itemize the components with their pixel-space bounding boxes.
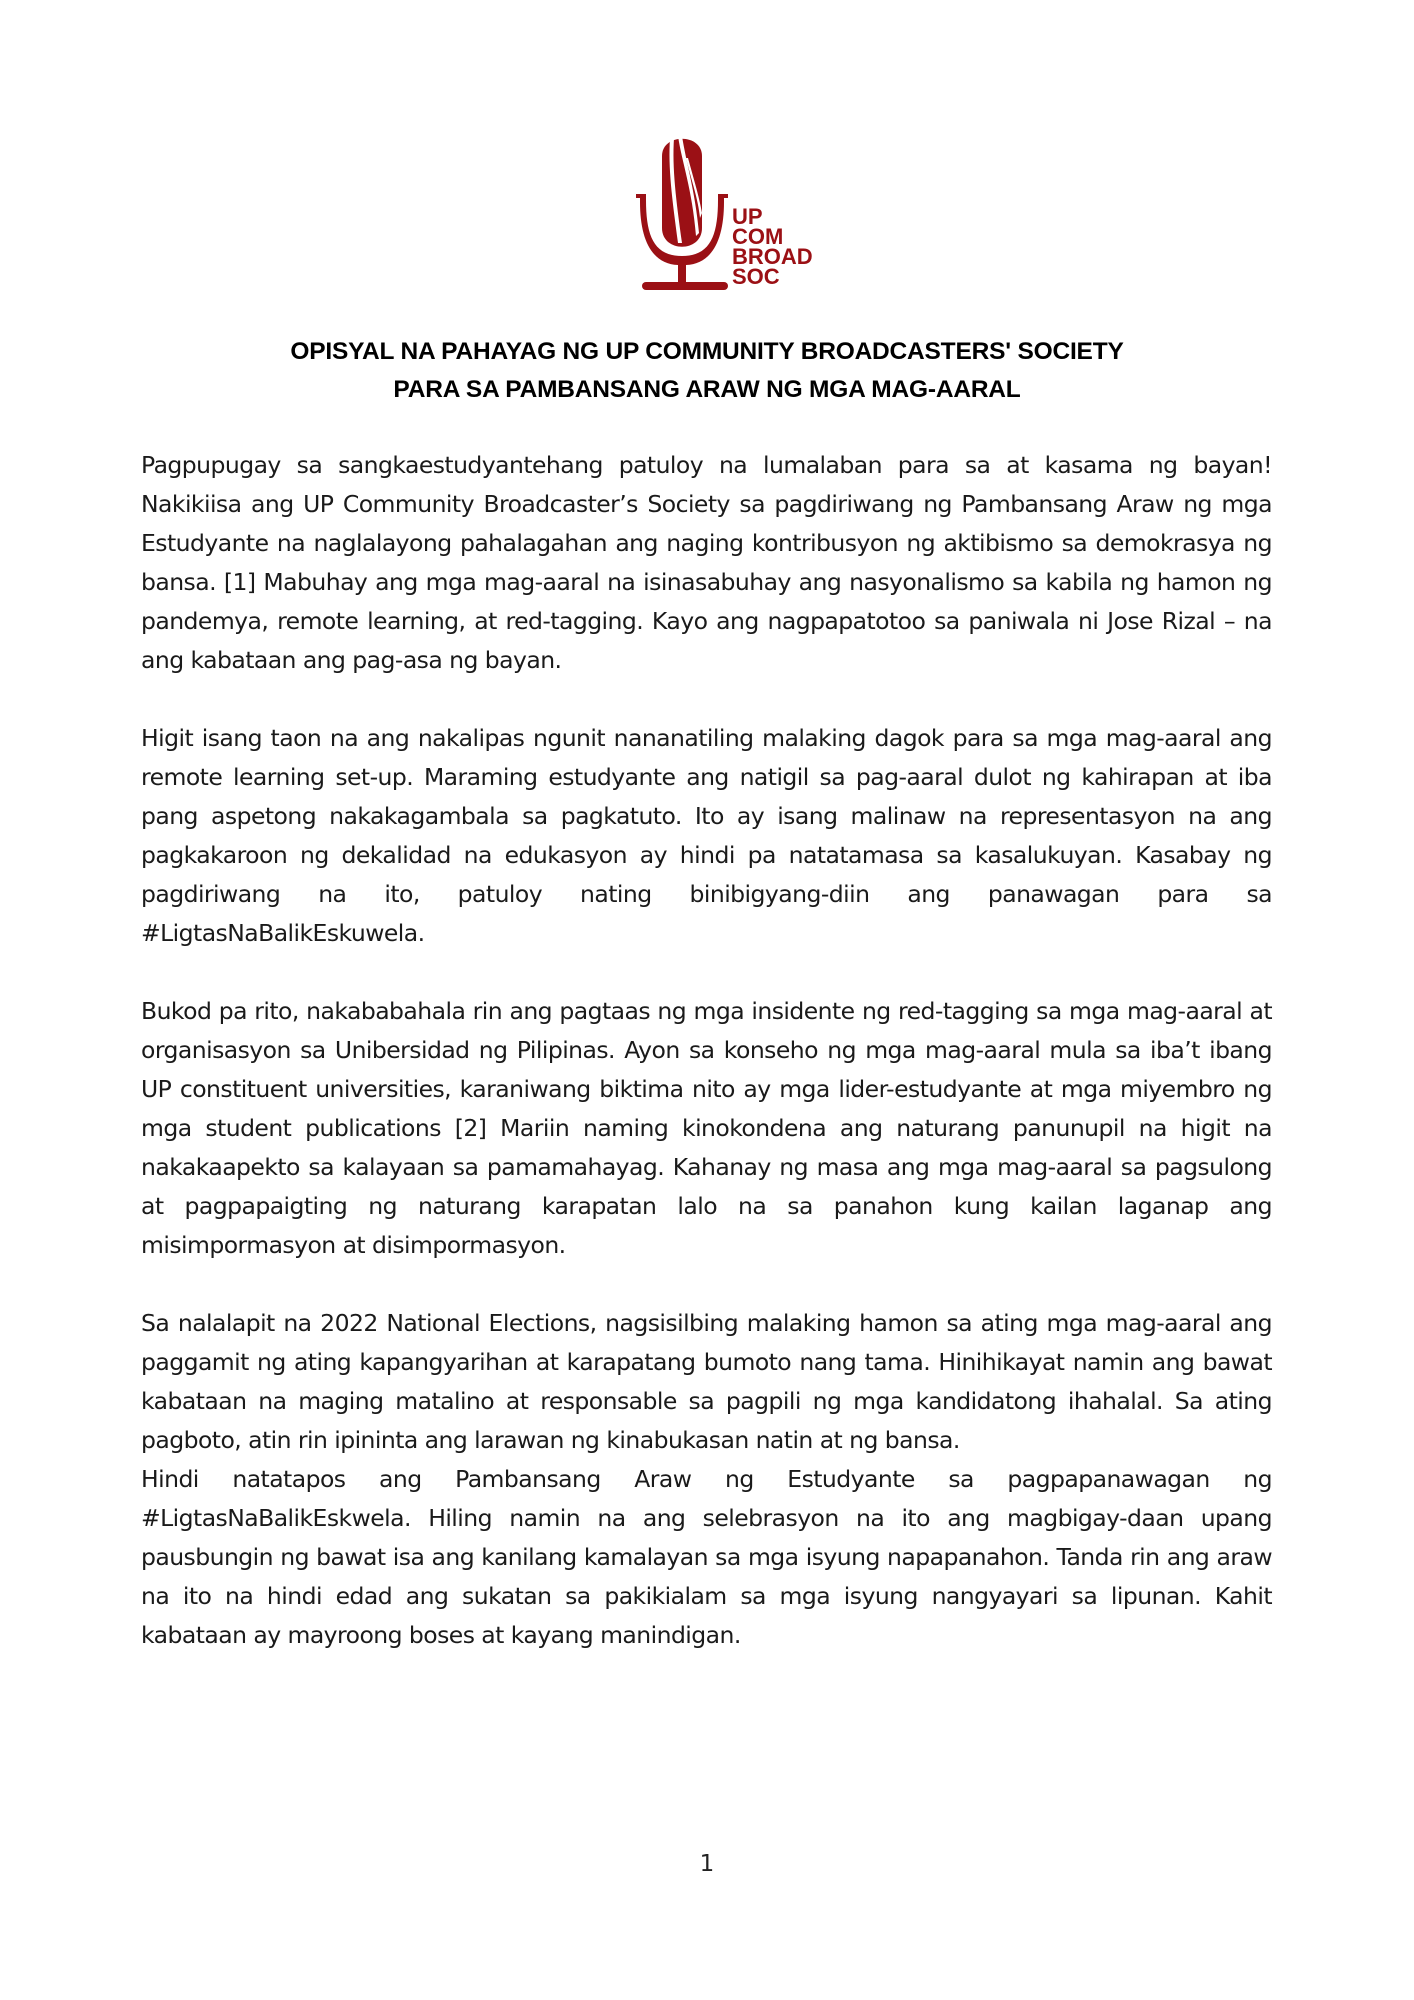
up-combroadsoc-logo	[612, 128, 822, 296]
logo-text-soc: SOC	[732, 264, 780, 289]
statement-title	[0, 333, 1414, 409]
logo-text-broad: BROAD	[732, 244, 813, 269]
paragraph-remote-learning: Higit isang taon na ang nakalipas ngunit nananatiling malaking dagok para sa mga mag-aaral ang remote learning set-up. Maraming estudyante ang natigil sa pag-aaral dulot ng kahirapan at iba pang aspetong nakakagambala sa pagkatuto. Ito ay isang malinaw na representasyon na ang pagkakaroon ng dekalidad na edukasyon ay hindi pa natatamasa sa kasalukuyan. Kasabay ng pagdiriwang na ito, patuloy nating binibigyang-diin ang panawagan para sa #LigtasNaBalikEskuwela.	[141, 724, 1272, 947]
paragraph-closing: Hindi natatapos ang Pambansang Araw ng Estudyante sa pagpapanawagan ng #LigtasNaBalikEskwela. Hiling namin na ang selebrasyon na ito ang magbigay-daan upang pausbungin ng bawat isa ang kanilang kamalayan sa mga isyung napapanahon. Tanda rin ang araw na ito na hindi edad ang sukatan sa pakikialam sa mga isyung nangyayari sa lipunan. Kahit kabataan ay mayroong boses at kayang manindigan.	[141, 1465, 1272, 1649]
paragraph-elections: Sa nalalapit na 2022 National Elections, nagsisilbing malaking hamon sa ating mga mag-aaral ang paggamit ng ating kapangyarihan at karapatang bumoto nang tama. Hinihikayat namin ang bawat kabataan na maging matalino at responsable sa pagpili ng mga kandidatong ihahalal. Sa ating pagboto, atin rin ipininta ang larawan ng kinabukasan natin at ng bansa.	[141, 1309, 1272, 1454]
logo-text-com: COM	[732, 224, 784, 249]
title-line-1: OPISYAL NA PAHAYAG NG UP COMMUNITY BROADCASTERS' SOCIETY	[290, 338, 1124, 365]
page-number: 1	[699, 1851, 715, 1877]
microphone-logo-icon	[612, 128, 822, 296]
statement-body	[141, 446, 1272, 1694]
mic-base	[642, 282, 728, 290]
title-line-2: PARA SA PAMBANSANG ARAW NG MGA MAG-AARAL	[393, 376, 1021, 403]
paragraph-red-tagging: Bukod pa rito, nakababahala rin ang pagtaas ng mga insidente ng red-tagging sa mga mag-aaral at organisasyon sa Unibersidad ng Pilipinas. Ayon sa konseho ng mga mag-aaral mula sa iba’t ibang UP constituent universities, karaniwang biktima nito ay mga lider-estudyante at mga miyembro ng mga student publications [2] Mariin naming kinokondena ang naturang panunupil na higit na nakakaapekto sa kalayaan sa pamamahayag. Kahanay ng masa ang mga mag-aaral sa pagsulong at pagpapaigting ng naturang karapatan lalo na sa panahon kung kailan laganap ang misimpormasyon at disimpormasyon.	[141, 997, 1272, 1259]
paragraph-greeting: Pagpupugay sa sangkaestudyantehang patuloy na lumalaban para sa at kasama ng bayan! Nakikiisa ang UP Community Broadcaster’s Society sa pagdiriwang ng Pambansang Araw ng mga Estudyante na naglalayong pahalagahan ang naging kontribusyon ng aktibismo sa demokrasya ng bansa. [1] Mabuhay ang mga mag-aaral na isinasabuhay ang nasyonalismo sa kabila ng hamon ng pandemya, remote learning, at red-tagging. Kayo ang nagpapatotoo sa paniwala ni Jose Rizal – na ang kabataan ang pag-asa ng bayan.	[141, 451, 1272, 674]
logo-text-up: UP	[732, 204, 763, 229]
